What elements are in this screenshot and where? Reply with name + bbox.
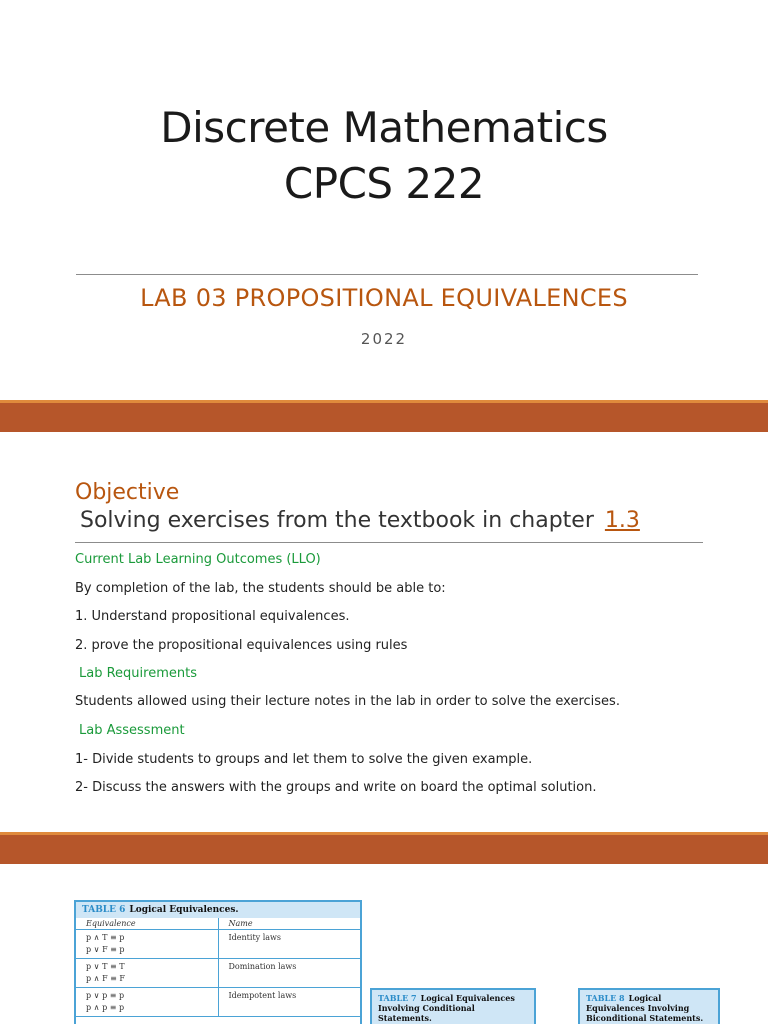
table-8-caption xyxy=(580,990,718,1024)
slide-divider xyxy=(0,832,768,864)
objective-heading: Objective xyxy=(75,480,180,505)
requirements-text: Students allowed using their lecture notes in the lab in order to solve the exercises. xyxy=(75,694,620,709)
llo-heading: Current Lab Learning Outcomes (LLO) xyxy=(75,552,321,567)
assessment-heading: Lab Assessment xyxy=(79,723,185,738)
table-8 xyxy=(578,988,720,1024)
equivalence-1: p ∧ T ≡ p xyxy=(86,933,125,942)
objective-sentence: Solving exercises from the textbook in chapter xyxy=(80,508,594,533)
llo-item: 2. prove the propositional equivalences using rules xyxy=(75,638,408,653)
table-row xyxy=(76,959,360,988)
law-name-cell: Identity laws xyxy=(218,930,360,959)
tables-slide xyxy=(0,864,768,1024)
table-7 xyxy=(370,988,536,1024)
equivalence-table xyxy=(76,918,360,1017)
law-name-cell: Idempotent laws xyxy=(218,988,360,1017)
slide-divider xyxy=(0,400,768,432)
equivalence-1: p ∨ T ≡ T xyxy=(86,962,125,971)
column-header-name: Name xyxy=(218,918,360,930)
assessment-item: 2- Discuss the answers with the groups and write on board the optimal solution. xyxy=(75,780,597,795)
equivalence-cell xyxy=(76,988,218,1017)
title-divider-rule xyxy=(76,274,698,275)
objective-rule xyxy=(75,542,703,543)
objective-slide xyxy=(0,432,768,832)
table-number: TABLE 8 xyxy=(586,993,625,1003)
objective-text xyxy=(80,508,640,533)
equivalence-cell xyxy=(76,959,218,988)
llo-intro: By completion of the lab, the students should be able to: xyxy=(75,581,446,596)
chapter-link[interactable]: 1.3 xyxy=(604,508,640,533)
table-caption-text: Logical Equivalences Involving Conditional Statements. xyxy=(378,993,515,1023)
title-line-1: Discrete Mathematics xyxy=(160,103,608,152)
llo-item: 1. Understand propositional equivalences. xyxy=(75,609,350,624)
table-number: TABLE 7 xyxy=(378,993,417,1003)
table-caption-text: Logical Equivalences. xyxy=(129,905,239,915)
table-number: TABLE 6 xyxy=(82,905,126,915)
equivalence-2: p ∧ F ≡ F xyxy=(86,974,125,983)
equivalence-cell xyxy=(76,930,218,959)
title-line-2: CPCS 222 xyxy=(283,159,485,208)
equivalence-1: p ∨ p ≡ p xyxy=(86,991,125,1000)
equivalence-2: p ∧ p ≡ p xyxy=(86,1003,125,1012)
table-7-caption xyxy=(372,990,534,1024)
table-header-row xyxy=(76,918,360,930)
slide-subtitle: LAB 03 PROPOSITIONAL EQUIVALENCES xyxy=(140,284,628,312)
slide-title xyxy=(0,100,768,212)
column-header-equivalence: Equivalence xyxy=(76,918,218,930)
divider-highlight xyxy=(0,832,768,835)
assessment-item: 1- Divide students to groups and let them to solve the given example. xyxy=(75,752,533,767)
table-row xyxy=(76,930,360,959)
table-caption-text: Logical Equivalences Involving Biconditional Statements. xyxy=(586,993,704,1023)
law-name-cell: Domination laws xyxy=(218,959,360,988)
requirements-heading: Lab Requirements xyxy=(79,666,197,681)
slide-year: 2022 xyxy=(360,330,408,348)
equivalence-2: p ∨ F ≡ p xyxy=(86,945,125,954)
table-6-caption xyxy=(76,902,360,918)
title-slide xyxy=(0,0,768,400)
table-6 xyxy=(74,900,362,1024)
divider-highlight xyxy=(0,400,768,403)
table-row xyxy=(76,988,360,1017)
